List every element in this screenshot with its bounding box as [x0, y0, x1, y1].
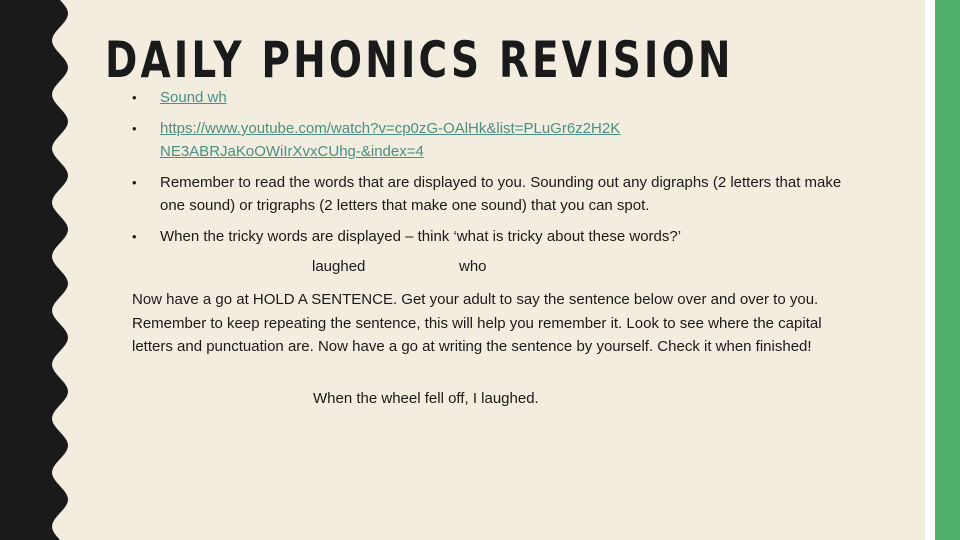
youtube-link[interactable]: https://www.youtube.com/watch?v=cp0zG-OAlHk&list=PLuGr6z2H2KNE3ABRJaKoOWiIrXvxCUhg-&index=4: [160, 120, 621, 160]
bullet-icon: •: [132, 229, 137, 244]
slide-title: DAILY PHONICS REVISION: [105, 31, 734, 89]
tricky-words-text: When the tricky words are displayed – think ‘what is tricky about these words?’: [160, 228, 682, 245]
remember-text: Remember to read the words that are displayed to you. Sounding out any digraphs (2 letters that make one sound) or trigraphs (2 letters that make one sound) that you can spot.: [160, 174, 842, 214]
practice-sentence: When the wheel fell off, I laughed.: [313, 390, 539, 407]
bullet-youtube: [132, 117, 852, 163]
tricky-word-who: who: [459, 258, 487, 275]
tricky-word-laughed: laughed: [312, 258, 366, 275]
hold-a-sentence-instructions: Now have a go at HOLD A SENTENCE. Get your adult to say the sentence below over and over to you. Remember to keep repeating the sentence, this will help you remember it. Look to see where the capital letters and punctuation are. Now have a go at writing the sentence by yourself. Check it when finished!: [132, 291, 822, 355]
bullet-icon: •: [132, 121, 137, 136]
wavy-left-border: [0, 0, 80, 540]
bullet-tricky-words: [132, 225, 852, 248]
right-accent-bar: [935, 0, 960, 540]
right-border-gap: [925, 0, 935, 540]
sound-wh-link[interactable]: Sound wh: [160, 89, 227, 106]
bullet-list: [132, 86, 852, 256]
bullet-icon: •: [132, 175, 137, 190]
bullet-remember: [132, 171, 852, 217]
bullet-icon: •: [132, 90, 137, 105]
bullet-sound-wh: [132, 86, 852, 109]
